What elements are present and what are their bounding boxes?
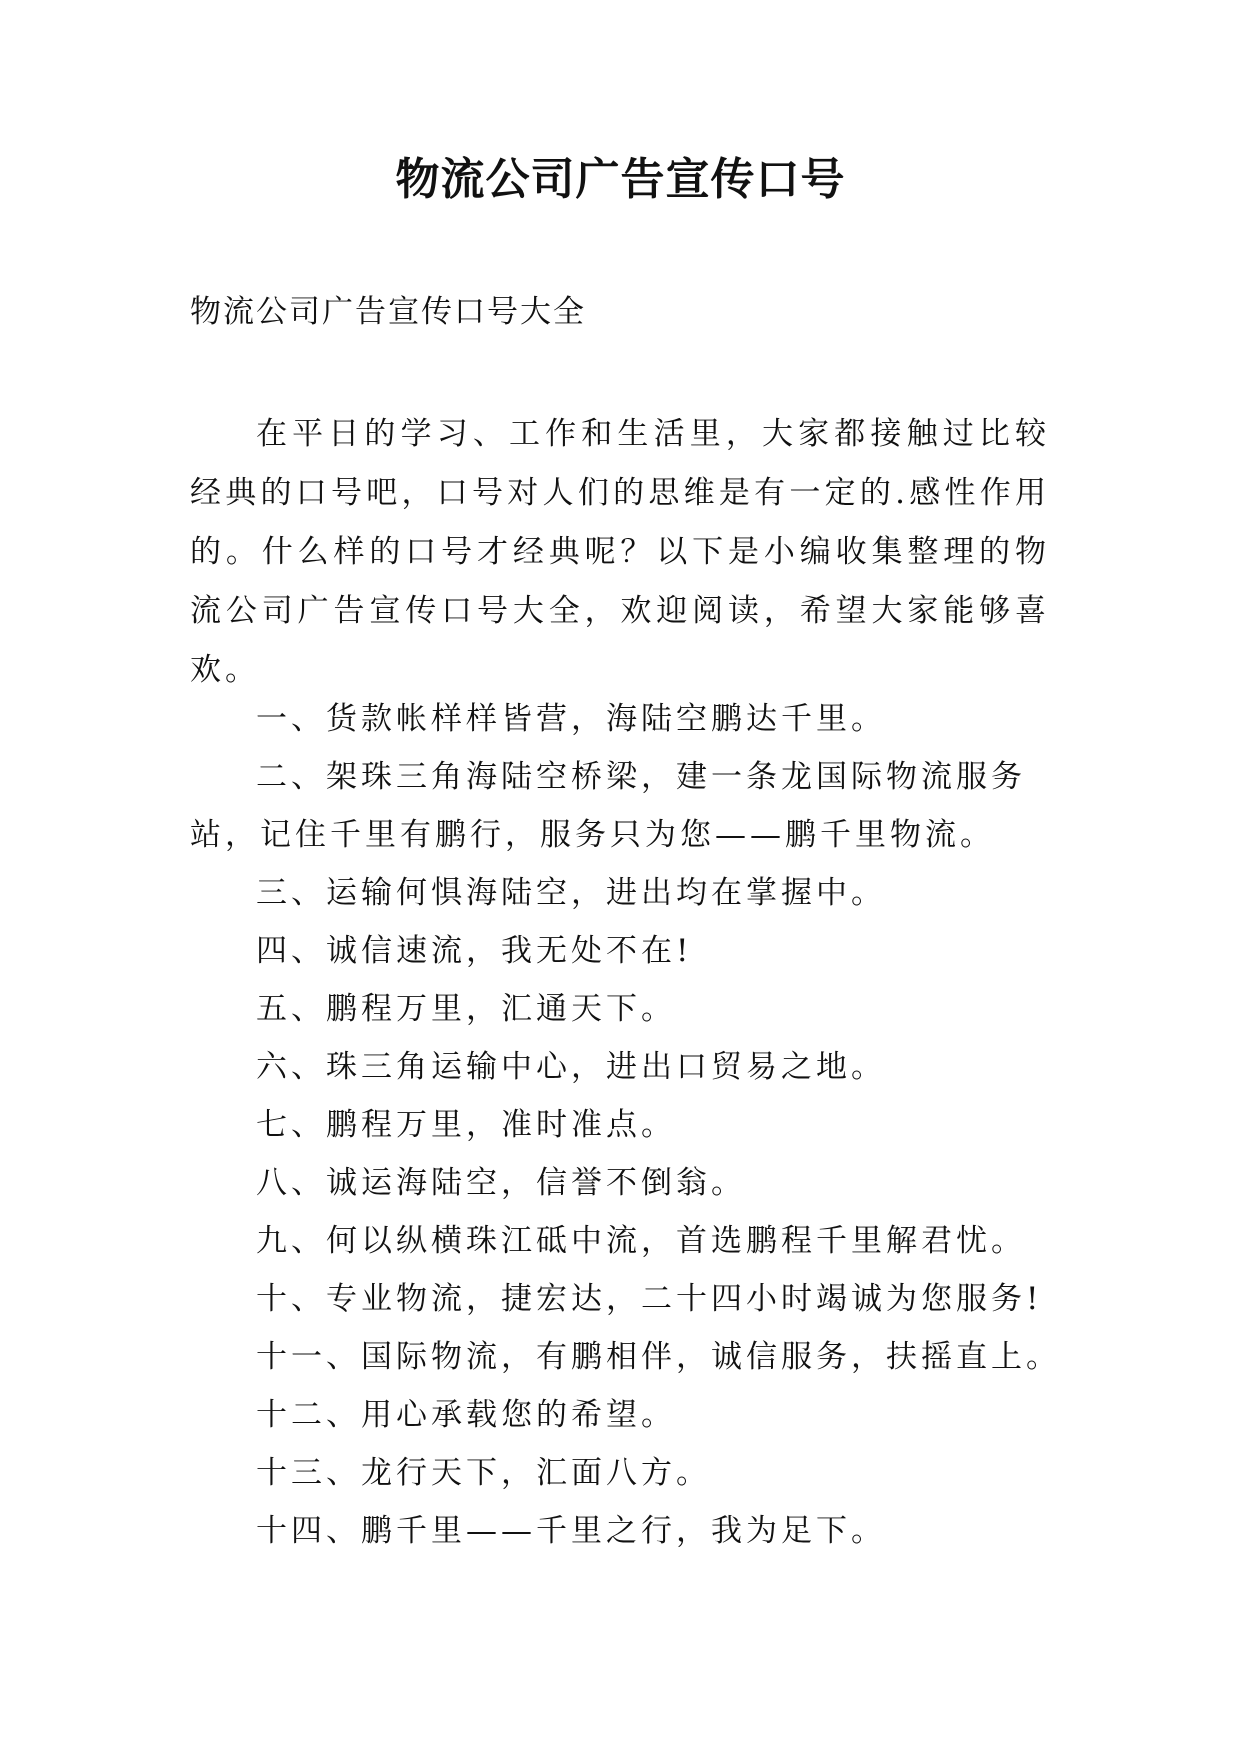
slogan-item: 三、运输何惧海陆空，进出均在掌握中。 — [256, 875, 886, 911]
slogan-item: 五、鹏程万里，汇通天下。 — [256, 991, 676, 1027]
slogan-item: 四、诚信速流，我无处不在! — [256, 933, 693, 969]
slogan-item: 二、架珠三角海陆空桥梁，建一条龙国际物流服务站，记住千里有鹏行，服务只为您——鹏千里物流。 — [190, 759, 1026, 853]
slogan-item: 十一、国际物流，有鹏相伴，诚信服务，扶摇直上。 — [256, 1339, 1061, 1375]
slogan-item: 一、货款帐样样皆营，海陆空鹏达千里。 — [256, 701, 886, 737]
slogan-item: 七、鹏程万里，准时准点。 — [256, 1107, 676, 1143]
document-subtitle: 物流公司广告宣传口号大全 — [190, 294, 586, 330]
slogan-item: 十二、用心承载您的希望。 — [256, 1397, 676, 1433]
slogan-item: 六、珠三角运输中心，进出口贸易之地。 — [256, 1049, 886, 1085]
document-title: 物流公司广告宣传口号 — [395, 154, 846, 205]
intro-paragraph: 在平日的学习、工作和生活里，大家都接触过比较经典的口号吧，口号对人们的思维是有一定的.感性作用的。什么样的口号才经典呢？以下是小编收集整理的物流公司广告宣传口号大全，欢迎阅读，希望大家能够喜欢。 — [190, 416, 1050, 688]
slogan-item: 八、诚运海陆空，信誉不倒翁。 — [256, 1165, 746, 1201]
slogan-list — [190, 690, 1070, 1560]
slogan-item: 十、专业物流，捷宏达，二十四小时竭诚为您服务! — [256, 1281, 1043, 1317]
slogan-item: 九、何以纵横珠江砥中流，首选鹏程千里解君忧。 — [256, 1223, 1026, 1259]
slogan-item: 十四、鹏千里——千里之行，我为足下。 — [256, 1513, 886, 1549]
slogan-item: 十三、龙行天下，汇面八方。 — [256, 1455, 711, 1491]
